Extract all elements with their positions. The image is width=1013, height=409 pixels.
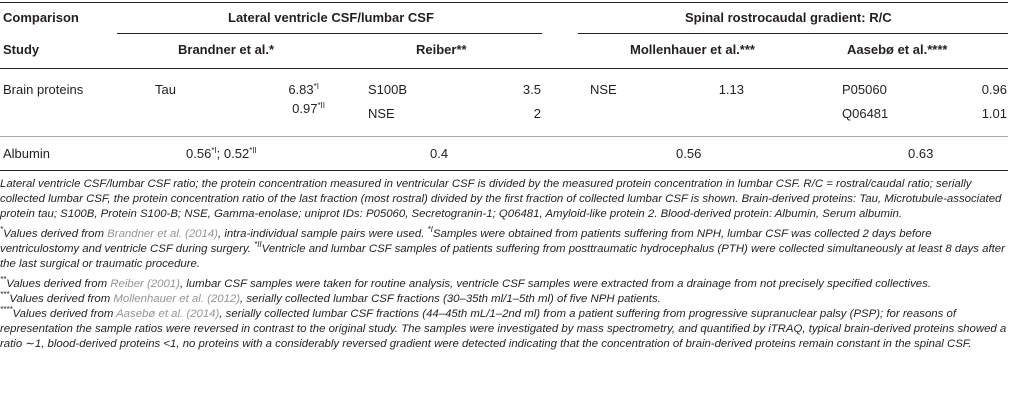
nse-reiber-value: 2	[533, 106, 541, 121]
tau-label: Tau	[155, 82, 176, 97]
s100b-value: 3.5	[522, 82, 541, 97]
spinal-group-header: Spinal rostrocaudal gradient: R/C	[685, 10, 892, 25]
p05060-label: P05060	[842, 82, 887, 97]
reiber-header: Reiber**	[416, 42, 467, 57]
nse-reiber-label: NSE	[368, 106, 395, 121]
q06481-label: Q06481	[842, 106, 889, 121]
footnote-mollenhauer: ***Values derived from Mollenhauer et al. (2012), serially collected lumbar CSF fractions (30–35th ml/1–5th ml) of five NPH patients.	[0, 290, 661, 305]
aasebo-header: Aasebø et al.****	[847, 42, 948, 57]
tau-value-2: $0.97^{*II}$	[292, 101, 325, 116]
lv-group-underline	[117, 33, 542, 34]
footnote-general: Lateral ventricle CSF/lumbar CSF ratio; the protein concentration measured in ventricular CSF is divided by the measured protein concentration in lumbar CSF. R/C = rostral/caudal ratio; serially collected lumbar CSF, the protein concentration ratio of the last fraction (most rostral) divided by the first fraction of collected lumbar CSF is shown. Brain-derived proteins: Tau, Microtubule-associated protein tau; S100B, Protein S100-B; NSE, Gamma-enolase; uniprot IDs: P05060, Secretogranin-1; Q06481, Amyloid-like protein 2. Blood-derived protein: Albumin, Serum albumin.	[0, 178, 1002, 220]
q06481-value: 1.01	[981, 106, 1007, 121]
nse-mollenhauer-label: NSE	[590, 82, 617, 97]
footnote-reiber: **Values derived from Reiber (2001), lumbar CSF samples were taken for routine analysis, ventricle CSF samples were extracted from a drainage from not precisely specified collectives.	[0, 275, 931, 290]
row-divider	[0, 136, 1008, 137]
reiber-citation-link[interactable]: Reiber (2001)	[110, 278, 180, 290]
albumin-reiber-value: 0.4	[430, 146, 449, 161]
albumin-label: Albumin	[3, 146, 50, 161]
tau-value-1: $6.83^{*I}$	[288, 82, 319, 97]
albumin-aasebo-value: 0.63	[908, 146, 934, 161]
table-top-rule	[0, 2, 1008, 3]
header-bottom-rule	[0, 68, 1008, 69]
comparison-header: Comparison	[3, 10, 79, 25]
s100b-label: S100B	[368, 82, 408, 97]
brandner-citation-link[interactable]: Brandner et al. (2014)	[107, 228, 218, 240]
p05060-value: 0.96	[981, 82, 1007, 97]
aasebo-citation-link[interactable]: Aasebø et al. (2014)	[116, 308, 220, 320]
footnote-brandner: *Values derived from Brandner et al. (2014), intra-individual sample pairs were used. $^{*I}$Samples were obtained from patients suffering from NPH, lumbar CSF was collected 2 days before ventriculostomy and ventricle CSF during surgery. $^{*II}$Ventricle and lumbar CSF samples of patients suffering from posttraumatic hydrocephalus (PTH) were collected simultaneously at least 8 days after the last surgical or traumatic procedure.	[0, 225, 1005, 270]
spinal-group-underline	[578, 33, 1008, 34]
lv-group-header: Lateral ventricle CSF/lumbar CSF	[228, 10, 434, 25]
footnote-aasebo: ****Values derived from Aasebø et al. (2014), serially collected lumbar CSF fractions (44–45th mL/1–2nd ml) from a patient suffering from progressive supranuclear palsy (PSP); for reasons of representation the sample ratios were reversed in contrast to the original study. The samples were investigated by mass spectrometry, and quantified by iTRAQ, typical brain-derived proteins showed a ratio ∼1, blood-derived proteins <1, no proteins with a considerably reversed gradient were detected indicating that the concentration of brain-derived proteins remain constant in the spinal CSF.	[0, 305, 1007, 350]
nse-mollenhauer-value: 1.13	[718, 82, 744, 97]
brain-proteins-label: Brain proteins	[3, 82, 84, 97]
mollenhauer-citation-link[interactable]: Mollenhauer et al. (2012)	[113, 293, 241, 305]
mollenhauer-header: Mollenhauer et al.***	[630, 42, 755, 57]
albumin-brandner-value: $0.56^{*I}$; $0.52^{*II}$	[186, 146, 257, 161]
albumin-mollenhauer-value: 0.56	[676, 146, 702, 161]
brandner-header: Brandner et al.*	[178, 42, 275, 57]
study-header: Study	[3, 42, 40, 57]
table-bottom-rule	[0, 170, 1008, 171]
table-footnotes	[0, 177, 1008, 352]
